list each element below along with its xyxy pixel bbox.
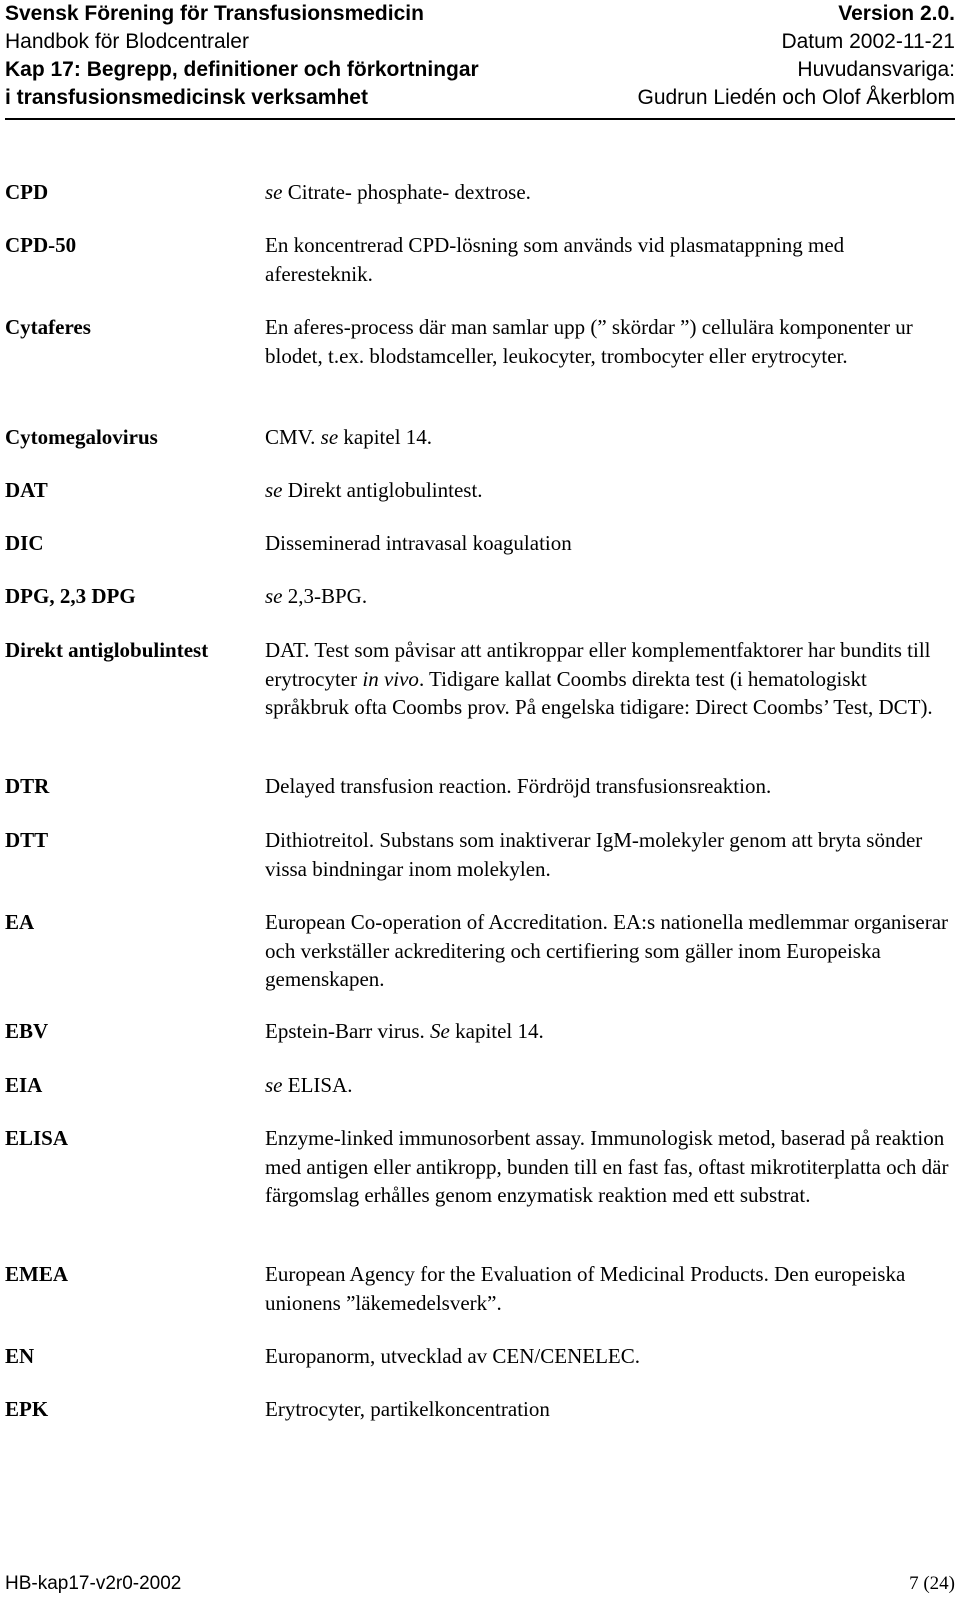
glossary-definition (265, 826, 950, 883)
date-label: Datum 2002-11-21 (781, 30, 955, 53)
glossary-definition (265, 178, 950, 207)
glossary-definition (265, 529, 950, 558)
glossary-term: EA (5, 910, 35, 934)
definition-text: kapitel 14. (449, 1019, 544, 1043)
organization-name: Svensk Förening för Transfusionsmedicin (5, 2, 424, 25)
chapter-title-line1: Kap 17: Begrepp, definitioner och förkortningar (5, 58, 479, 81)
glossary-term: EIA (5, 1073, 43, 1097)
definition-text: Epstein-Barr virus. (265, 1019, 431, 1043)
glossary-definition (265, 772, 950, 801)
definition-text: 2,3-BPG. (282, 584, 368, 608)
page-number: 7 (24) (909, 1573, 955, 1594)
definition-text: Disseminerad intravasal koagulation (265, 531, 572, 555)
glossary-definition (265, 313, 950, 370)
definition-text: Erytrocyter, partikelkoncentration (265, 1397, 550, 1421)
glossary-term: DAT (5, 478, 48, 502)
glossary-definition (265, 1342, 950, 1371)
definition-italic-text: se (320, 425, 339, 449)
glossary-definition (265, 1017, 950, 1046)
definition-italic-text: Se (430, 1019, 450, 1043)
chapter-title-line2: i transfusionsmedicinsk verksamhet (5, 86, 368, 109)
glossary-term: Cytaferes (5, 315, 91, 339)
header-row-4 (5, 86, 955, 114)
glossary-term: DIC (5, 531, 44, 555)
glossary-term: CPD (5, 180, 49, 204)
document-id: HB-kap17-v2r0-2002 (5, 1573, 182, 1594)
glossary-term: EPK (5, 1397, 49, 1421)
definition-text: European Co-operation of Accreditation. EA:s nationella medlemmar organiserar och verkställer ackreditering och certifiering som gäller inom Europeiska gemenskapen. (265, 910, 949, 991)
definition-text: . Tidigare kallat Coombs direkta test (i hematologiskt språkbruk ofta Coombs prov. På engelska tidigare: Direct Coombs’ Test, DCT). (265, 666, 933, 719)
definition-text: Enzyme-linked immunosorbent assay. Immunologisk metod, baserad på reaktion med antigen eller antikropp, bunden till en fast fas, oftast mikrotiterplatta och där färgomslag erhålles genom enzymatisk reaktion med ett substrat. (265, 1126, 949, 1207)
definition-italic-text: se (265, 1073, 283, 1097)
glossary-definition (265, 582, 950, 611)
header-row-2 (5, 30, 955, 58)
glossary-definition (265, 1395, 950, 1424)
header-row-1 (5, 2, 955, 30)
definition-italic-text: se (265, 180, 283, 204)
glossary-term: EMEA (5, 1262, 68, 1286)
definition-text: Dithiotreitol. Substans som inaktiverar IgM-molekyler genom att bryta sönder vissa bindningar inom molekylen. (265, 828, 923, 881)
definition-text: CMV. (265, 425, 321, 449)
responsible-label: Huvudansvariga: (797, 58, 955, 81)
glossary-definition (265, 476, 950, 505)
responsible-names: Gudrun Liedén och Olof Åkerblom (637, 86, 955, 109)
glossary-definition (265, 231, 950, 288)
definition-text: En aferes-process där man samlar upp (” skördar ”) cellulära komponenter ur blodet, t.ex. blodstamceller, leukocyter, trombocyter eller erytrocyter. (265, 315, 913, 368)
definition-italic-text: se (265, 478, 283, 502)
definition-text: DAT. Test som påvisar att antikroppar eller komplementfaktorer har bundits till erytrocyter (265, 638, 931, 691)
definition-text: ELISA. (282, 1073, 353, 1097)
definition-text: Citrate- phosphate- dextrose. (282, 180, 531, 204)
glossary-term: DTT (5, 828, 49, 852)
definition-text: Europanorm, utvecklad av CEN/CENELEC. (265, 1344, 640, 1368)
glossary-term: ELISA (5, 1126, 69, 1150)
glossary-term: EBV (5, 1019, 49, 1043)
glossary-term: Direkt antiglobulintest (5, 638, 209, 662)
definition-text: Direkt antiglobulintest. (282, 478, 483, 502)
glossary-term: CPD-50 (5, 233, 77, 257)
header-divider (5, 118, 955, 120)
glossary-term: Cytomegalovirus (5, 425, 158, 449)
footer (5, 1573, 955, 1599)
glossary-definition (265, 1124, 950, 1210)
glossary-term: EN (5, 1344, 35, 1368)
glossary-definition (265, 636, 950, 722)
header-row-3 (5, 58, 955, 86)
glossary-definition (265, 1071, 950, 1100)
definition-text: Delayed transfusion reaction. Fördröjd transfusionsreaktion. (265, 774, 772, 798)
definition-italic-text: se (265, 584, 283, 608)
version-label: Version 2.0. (838, 2, 955, 25)
definition-text: kapitel 14. (338, 425, 433, 449)
definition-text: En koncentrerad CPD-lösning som används vid plasmatappning med aferesteknik. (265, 233, 845, 286)
definition-italic-text: in vivo (362, 666, 419, 691)
glossary-definition (265, 1260, 950, 1317)
glossary-term: DPG, 2,3 DPG (5, 584, 136, 608)
definition-text: European Agency for the Evaluation of Medicinal Products. Den europeiska unionens ”läkemedelsverk”. (265, 1262, 906, 1315)
handbook-title: Handbok för Blodcentraler (5, 30, 249, 53)
glossary-definition (265, 908, 950, 994)
glossary-definition (265, 423, 950, 452)
glossary-term: DTR (5, 774, 50, 798)
